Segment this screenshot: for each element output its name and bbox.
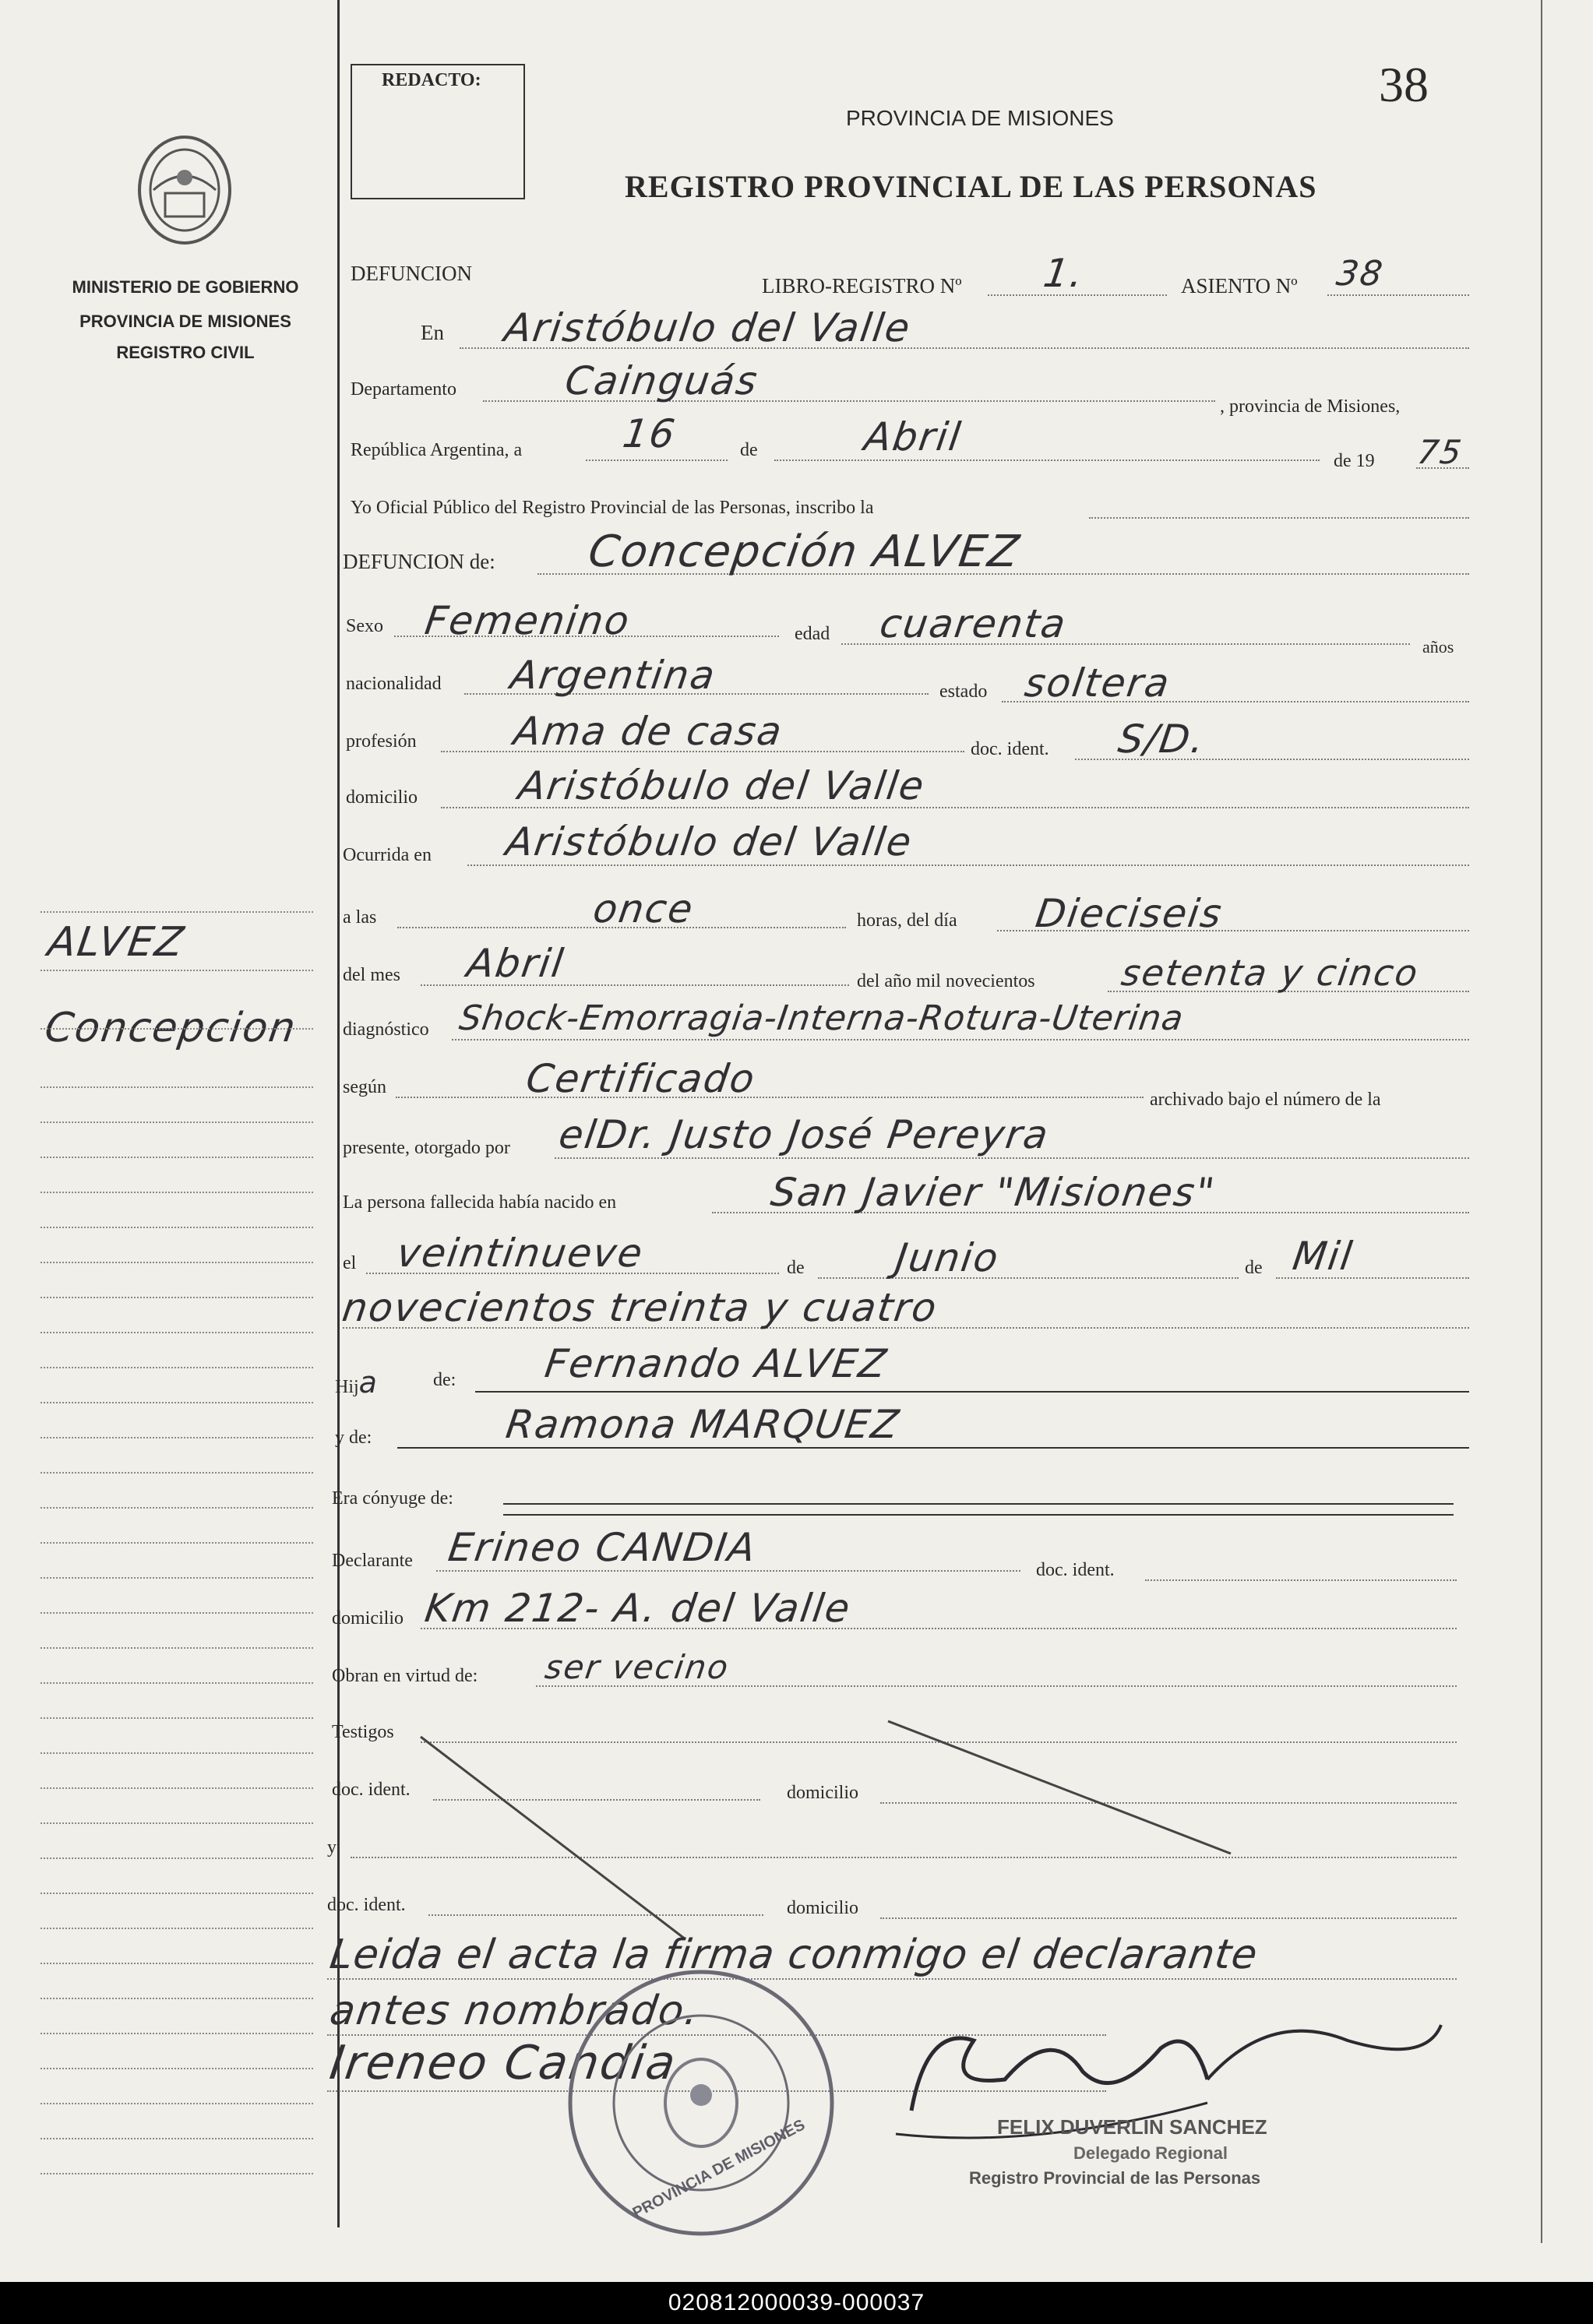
leida-line-1: Leida el acta la firma conmigo el declarante [326,1931,1261,1978]
domicilio-value: Aristóbulo del Valle [515,763,929,808]
obran-label: Obran en virtud de: [332,1666,478,1686]
asiento-value: 38 [1334,254,1387,294]
document-code: 020812000039-000037 [668,2290,925,2315]
nacido-en-value: San Javier "Misiones" [767,1170,1219,1215]
defuncion-label: DEFUNCION [351,262,473,285]
coat-of-arms-emblem [134,131,235,249]
declarante-value: Erineo CANDIA [445,1525,760,1570]
official-title: Delegado Regional [1073,2143,1228,2163]
registro-civil-label: REGISTRO CIVIL [116,343,255,362]
official-registry: Registro Provincial de las Personas [969,2168,1261,2188]
edad-value: cuarenta [876,601,1070,646]
departamento-value: Cainguás [562,358,762,403]
y-de-label: y de: [335,1428,372,1448]
profesion-label: profesión [346,731,417,752]
nac-mes-value: Junio [892,1235,1003,1280]
doc-ident-value: S/D. [1115,717,1209,762]
otorgado-value: elDr. Justo José Pereyra [555,1112,1052,1157]
leida-line-2: antes nombrado. [326,1988,703,2034]
nac-mil-value: Mil [1289,1234,1357,1279]
redacto-label: REDACTO: [382,70,481,90]
testigo2-domicilio-label: domicilio [787,1898,858,1918]
hij-de-label: de: [433,1370,456,1390]
ocurrida-label: Ocurrida en [343,845,432,865]
profesion-value: Ama de casa [510,709,786,754]
conyuge-label: Era cónyuge de: [332,1488,453,1509]
hij-prefix: Hij [335,1377,359,1397]
declarante-label: Declarante [332,1551,413,1571]
decl-domicilio-value: Km 212- A. del Valle [421,1586,855,1631]
page-number: 38 [1379,57,1429,112]
hij-label [335,1365,379,1400]
testigo1-domicilio-label: domicilio [787,1783,858,1803]
y-label: y [327,1837,337,1857]
testigo1-doc-label: doc. ident. [332,1780,411,1800]
estado-label: estado [939,681,988,702]
right-edge-rule [1541,0,1542,2243]
archivado-text: archivado bajo el número de la [1150,1090,1381,1110]
en-label: En [421,321,444,344]
provincia-label: PROVINCIA DE MISIONES [79,312,291,331]
fecha-mes: Abril [861,414,965,460]
sexo-label: Sexo [346,616,383,636]
nac-de-label-1: de [787,1258,805,1278]
presente-label: presente, otorgado por [343,1138,510,1158]
ministerio-label: MINISTERIO DE GOBIERNO [72,277,299,297]
nacionalidad-label: nacionalidad [346,674,442,694]
libro-registro-label: LIBRO-REGISTRO Nº [762,274,962,298]
nac-ano-value: novecientos treinta y cuatro [339,1285,941,1330]
diagnostico-value: Shock-Emorragia-Interna-Rotura-Uterina [456,998,1186,1038]
segun-value: Certificado [523,1056,759,1101]
provincia-misiones-text: , provincia de Misiones, [1220,396,1401,417]
diagnostico-label: diagnóstico [343,1019,429,1040]
estado-value: soltera [1021,660,1174,706]
fecha-dia: 16 [619,411,679,456]
registry-heading: REGISTRO PROVINCIAL DE LAS PERSONAS [625,169,1317,204]
horas-del-dia-label: horas, del día [857,910,957,931]
fecha-de-label: de [740,440,758,460]
segun-label: según [343,1077,386,1097]
sidebar-surname: ALVEZ [44,919,189,966]
del-ano-label: del año mil novecientos [857,971,1035,991]
nombre-value: Concepción ALVEZ [585,526,1024,577]
hora-value: once [590,886,697,931]
en-value: Aristóbulo del Valle [501,305,915,350]
madre-value: Ramona MARQUEZ [502,1402,903,1447]
persona-nacida-label: La persona fallecida había nacido en [343,1192,617,1213]
domicilio-label: domicilio [346,787,418,808]
edad-label: edad [795,624,830,644]
official-stamp [561,1963,841,2243]
declarante-signature: Ireneo Candia [326,2036,681,2090]
ocurrida-value: Aristóbulo del Valle [502,819,916,864]
doc-ident-label: doc. ident. [971,739,1049,759]
decl-domicilio-label: domicilio [332,1608,404,1629]
sidebar-name: Concepcion [41,1005,300,1051]
asiento-label: ASIENTO Nº [1181,274,1298,298]
redacto-box [351,64,525,199]
province-heading: PROVINCIA DE MISIONES [846,106,1114,130]
libro-value: 1. [1040,251,1087,296]
del-mes-label: del mes [343,965,400,985]
a-las-label: a las [343,907,377,928]
mes-texto-value: Abril [463,941,568,986]
nacionalidad-value: Argentina [507,653,719,698]
hij-suffix: a [358,1365,379,1400]
el-label: el [343,1253,357,1273]
de-19-label: de 19 [1334,451,1375,471]
fecha-ano: 75 [1415,433,1465,471]
yo-oficial-text: Yo Oficial Público del Registro Provincial de las Personas, inscribo la [351,498,874,518]
stamp-text: PROVINCIA DE MISIONES [629,2116,809,2222]
decl-doc-ident-label: doc. ident. [1036,1560,1115,1580]
dia-texto-value: Dieciseis [1032,891,1226,936]
sexo-value: Femenino [421,598,633,643]
nac-dia-value: veintinueve [393,1231,647,1276]
padre-value: Fernando ALVEZ [541,1341,890,1386]
republica-label: República Argentina, a [351,440,523,460]
defuncion-de-label: DEFUNCION de: [343,550,495,573]
obran-value: ser vecino [542,1648,732,1686]
testigos-strike-lines [312,1713,1480,1963]
anos-label: años [1422,637,1454,657]
official-name: FELIX DUVERLIN SANCHEZ [997,2115,1267,2139]
nac-de-label-2: de [1245,1258,1263,1278]
testigos-label: Testigos [332,1722,394,1742]
departamento-label: Departamento [351,379,456,400]
testigo2-doc-label: doc. ident. [327,1895,406,1915]
ano-texto-value: setenta y cinco [1119,952,1422,994]
